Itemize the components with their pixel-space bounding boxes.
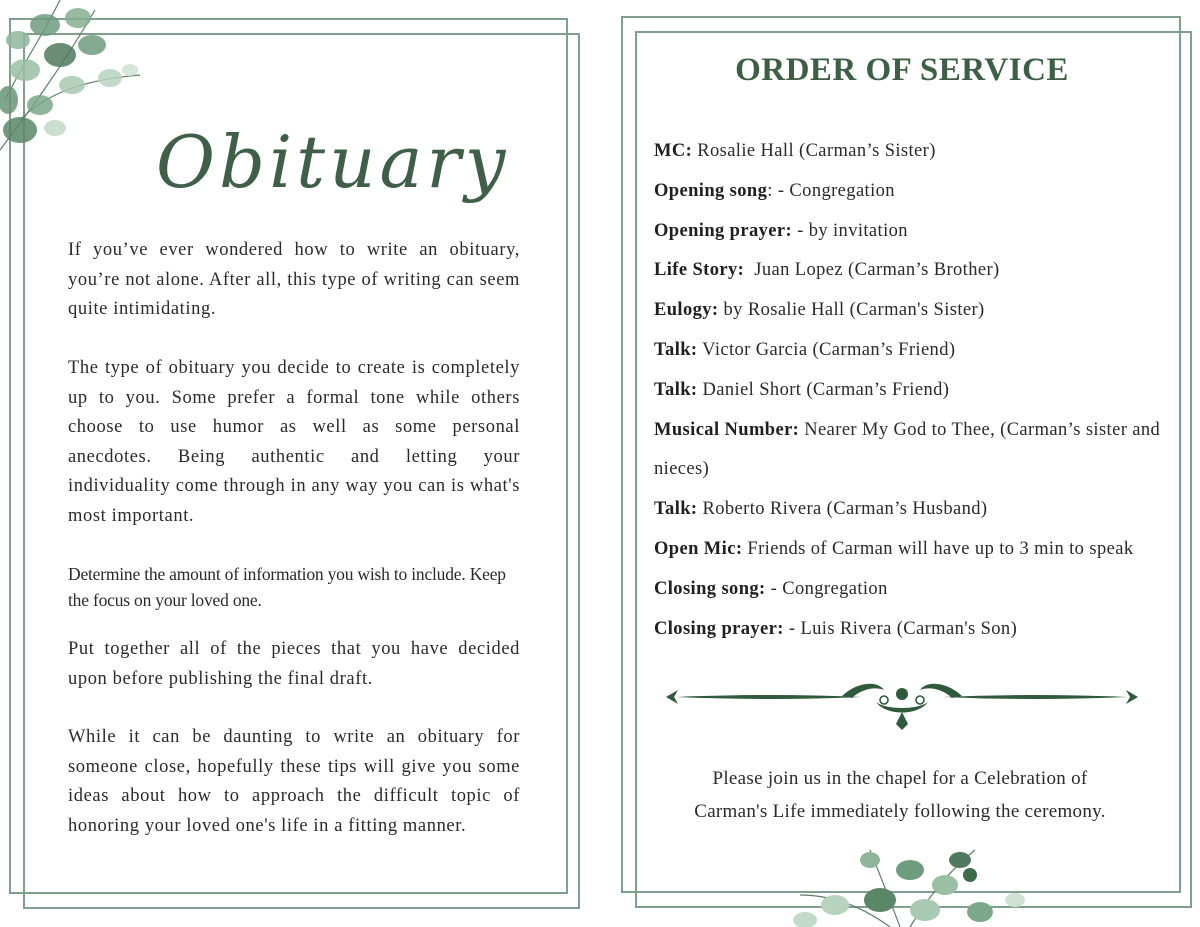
order-of-service-title: ORDER OF SERVICE	[735, 52, 1069, 88]
service-item-label: Musical Number:	[654, 419, 800, 440]
service-item	[654, 172, 1174, 212]
svg-text:Obituary: Obituary	[156, 120, 510, 204]
service-item	[654, 132, 1174, 172]
service-item-label: Talk:	[654, 379, 698, 400]
closing-line-1: Please join us in the chapel for a Celebration of	[712, 768, 1088, 789]
service-item	[654, 371, 1174, 411]
service-item-text: - Congregation	[765, 578, 888, 599]
closing-announcement	[640, 762, 1160, 828]
service-item	[654, 251, 1174, 291]
obituary-paragraph-3: Determine the amount of information you wish to include. Keep the focus on your loved one.	[68, 564, 506, 610]
service-item	[654, 212, 1174, 252]
obituary-paragraph-2: The type of obituary you decide to create is completely up to you. Some prefer a formal tone while others choose to use humor as well as some personal anecdotes. Being authentic and letting your individuality come through in any way you can is what's most important.	[68, 358, 520, 526]
service-item-label: MC:	[654, 141, 693, 161]
service-item-text: Friends of Carman will have up to 3 min to speak	[742, 538, 1134, 559]
service-item-label: Closing prayer:	[654, 618, 784, 639]
service-item-text: Juan Lopez (Carman’s Brother)	[744, 260, 1000, 281]
service-item	[654, 490, 1174, 530]
service-item-label: Talk:	[654, 339, 698, 360]
obituary-paragraph-5: While it can be daunting to write an obituary for someone close, hopefully these tips will give you some ideas about how to approach the difficult topic of honoring your loved one's life in a fitting manner.	[68, 727, 520, 836]
service-item	[654, 411, 1174, 491]
service-item-text: Victor Garcia (Carman’s Friend)	[697, 339, 956, 360]
obituary-paragraph-1: If you’ve ever wondered how to write an obituary, you’re not alone. After all, this type of writing can seem quite intimidating.	[68, 240, 520, 319]
service-item-label: Talk:	[654, 499, 698, 520]
service-item-text: Daniel Short (Carman’s Friend)	[697, 379, 950, 400]
service-item	[654, 331, 1174, 371]
obituary-paragraph-4: Put together all of the pieces that you have decided upon before publishing the final draft.	[68, 639, 520, 689]
obituary-title	[150, 105, 510, 225]
service-item-text: - by invitation	[792, 220, 908, 241]
service-item-text: : - Congregation	[767, 180, 895, 201]
service-item-label: Life Story:	[654, 260, 745, 281]
eucalyptus-leaves-icon	[0, 0, 160, 185]
service-item-label: Opening song	[654, 180, 768, 201]
service-item-label: Closing song:	[654, 578, 766, 599]
service-item	[654, 610, 1174, 650]
service-item-text: Rosalie Hall (Carman’s Sister)	[692, 141, 936, 161]
closing-line-2: Carman's Life immediately following the ceremony.	[694, 801, 1106, 822]
service-item-text: Nearer My God to Thee, (Carman’s sister and nieces)	[654, 419, 1166, 480]
service-item-text: Roberto Rivera (Carman’s Husband)	[697, 499, 988, 520]
service-item-label: Open Mic:	[654, 538, 743, 559]
service-item	[654, 291, 1174, 331]
ornamental-divider-icon	[662, 676, 1142, 734]
service-item-text: - Luis Rivera (Carman's Son)	[783, 618, 1018, 639]
service-item-label: Opening prayer:	[654, 220, 793, 241]
service-item-label: Eulogy:	[654, 300, 719, 321]
service-item	[654, 530, 1174, 570]
eucalyptus-leaves-icon	[760, 840, 1040, 927]
service-item-text: by Rosalie Hall (Carman's Sister)	[718, 300, 985, 321]
service-program-list	[654, 132, 1174, 649]
service-item	[654, 570, 1174, 610]
